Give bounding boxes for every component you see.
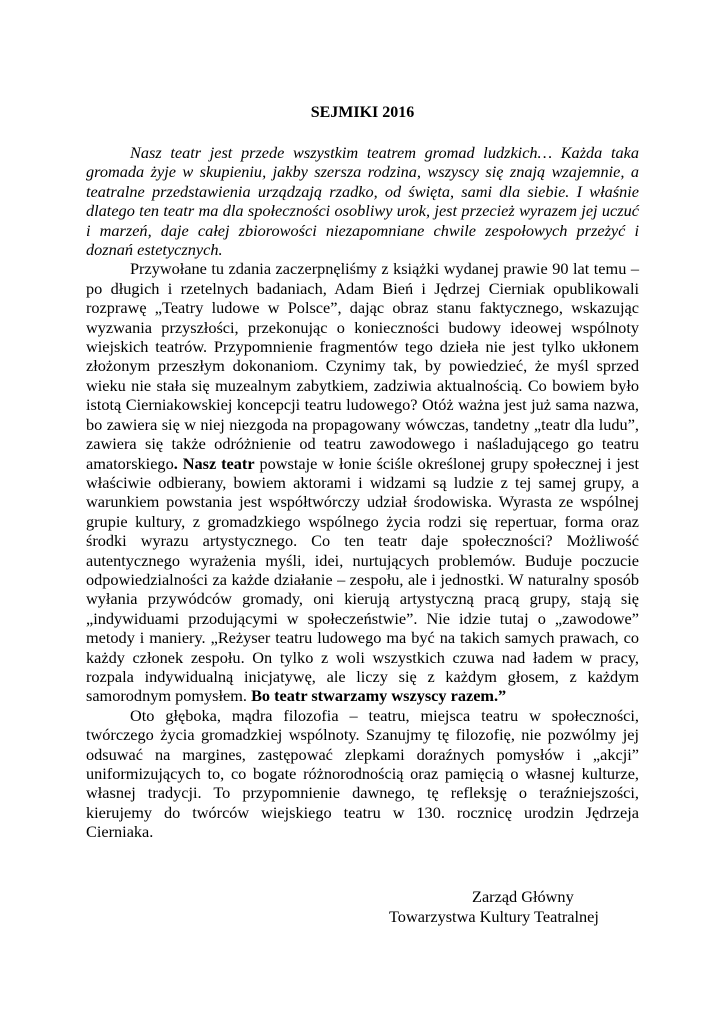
main-paragraph-emphasis-1: . Nasz teatr xyxy=(173,453,255,473)
main-paragraph xyxy=(86,259,639,705)
main-paragraph-text-2: powstaje w łonie ściśle określonej grupy społecznej i jest właściwie odbierany, bowiem aktorami i widzami są ludzie z tej samej grupy, a warunkiem powstania jest współtwórczy udział środowiska. Wyrasta ze wspólnej grupie kultury, z gromadzkiego wspólnego życia rodzi się repertuar, forma oraz środki wyrazu artystycznego. Co ten teatr daje społeczności? Możliwość autentycznego wyrażenia myśli, idei, nurtujących problemów. Buduje poczucie odpowiedzialności za każde działanie – zespołu, ale i jednostki. W naturalny sposób wyłania przywódców gromady, oni kierują artystyczną pracą grupy, stają się „indywiduami przodującymi w społeczeństwie”. Nie idzie tutaj o „zawodowe” metody i maniery. „Reżyser teatru ludowego ma być na takich samych prawach, co każdy członek zespołu. On tylko z woli wszystkich czuwa nad ładem w pracy, rozpala indywidualną inicjatywę, ale liczy się z każdym głosem, z każdym samorodnym pomysłem. xyxy=(86,453,639,706)
signature-line-2: Towarzystwa Kultury Teatralnej xyxy=(389,907,599,926)
document-body xyxy=(86,143,639,842)
main-paragraph-text-1: Przywołane tu zdania zaczerpnęliśmy z książki wydanej prawie 90 lat temu – po długich i rzetelnych badaniach, Adam Bień i Jędrzej Cierniak opublikowali rozprawę „Teatry ludowe w Polsce”, dając obraz stanu faktycznego, wskazując wyzwania przyszłości, przekonując o konieczności budowy ideowej wspólnoty wiejskich teatrów. Przypomnienie fragmentów tego dzieła nie jest tylko ukłonem złożonym przeszłym dokonaniom. Czynimy tak, by powiedzieć, że myśl sprzed wieku nie stała się muzealnym zabytkiem, zadziwia aktualnością. Co bowiem było istotą Cierniakowskiej koncepcji teatru ludowego? Otóż ważna jest już sama nazwa, bo zawiera się w niej niezgoda na propagowany wówczas, tandetny „teatr dla ludu”, zawiera się także odróżnienie od teatru zawodowego i naśladującego go teatru amatorskiego xyxy=(86,259,639,473)
main-paragraph-emphasis-2: Bo teatr stwarzamy wszyscy razem.” xyxy=(251,686,507,706)
signature-line-1: Zarząd Główny xyxy=(472,887,574,906)
quote-paragraph: Nasz teatr jest przede wszystkim teatrem gromad ludzkich… Każda taka gromada żyje w skupieniu, jakby szersza rodzina, wszyscy się znają wzajemnie, a teatralne przedstawienia urządzają rzadko, od święta, sami dla siebie. I właśnie dlatego ten teatr ma dla społeczności osobliwy urok, jest przecież wyrazem jej uczuć i marzeń, daje całej zbiorowości niezapomniane chwile zespołowych przeżyć i doznań estetycznych. xyxy=(86,143,639,260)
document-title: SEJMIKI 2016 xyxy=(310,104,415,121)
closing-paragraph: Oto głęboka, mądra filozofia – teatru, miejsca teatru w społeczności, twórczego życia gromadzkiej wspólnoty. Szanujmy tę filozofię, nie pozwólmy jej odsuwać na margines, zastępować zlepkami doraźnych pomysłów i „akcji” uniformizujących to, co bogate różnorodnością oraz pamięcią o własnej kulturze, własnej tradycji. To przypomnienie dawnego, tę refleksję o teraźniejszości, kierujemy do twórców wiejskiego teatru w 130. rocznicę urodzin Jędrzeja Cierniaka. xyxy=(86,705,639,842)
